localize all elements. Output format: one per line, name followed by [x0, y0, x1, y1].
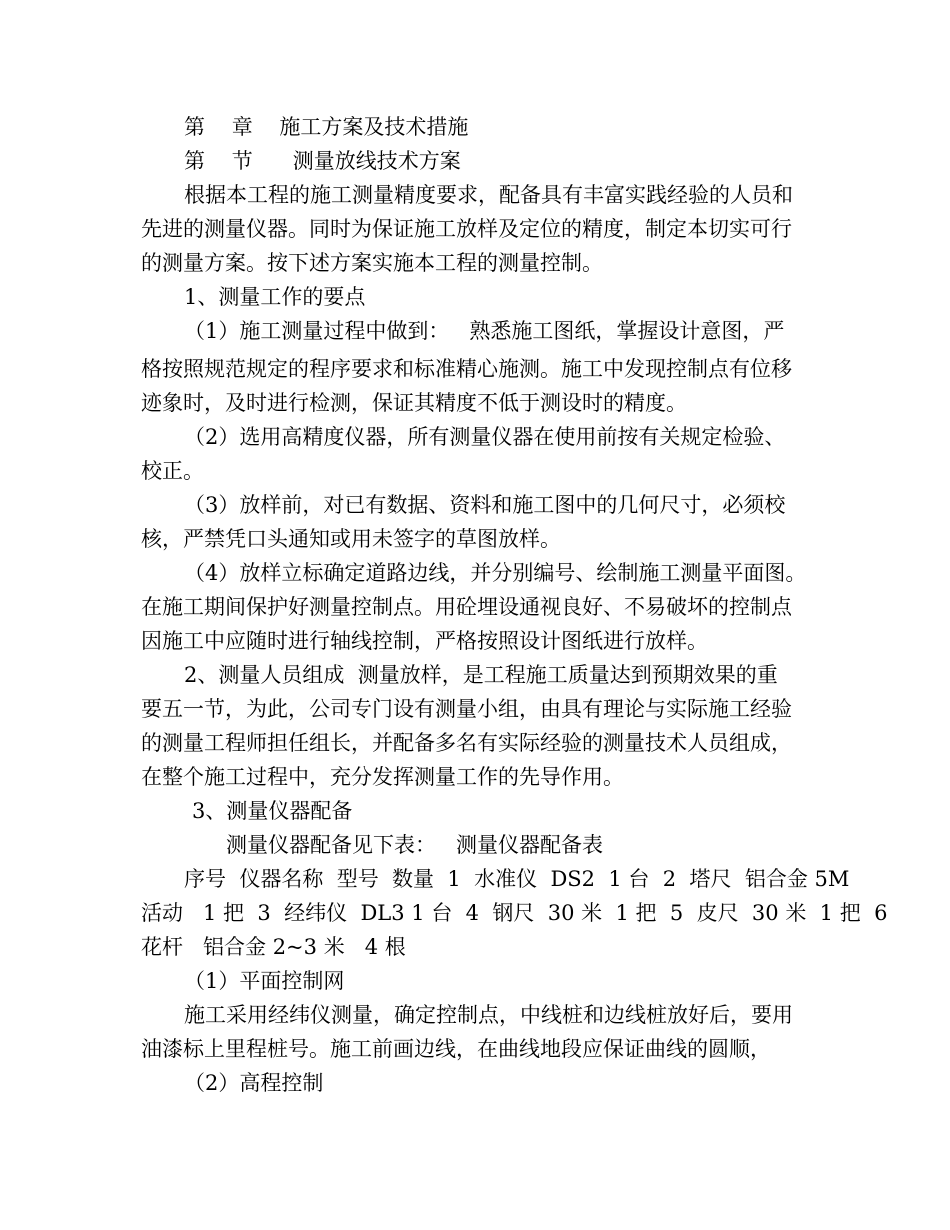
equipment-table-line: 序号 仪器名称 型号 数量 1 水准仪 DS2 1 台 2 塔尺 铝合金 5M — [184, 867, 850, 891]
elevation-control-heading: （2）高程控制 — [184, 1071, 324, 1095]
intro-line: 先进的测量仪器。同时为保证施工放样及定位的精度，制定本切实可行 — [141, 217, 792, 241]
item-1-line: 迹象时，及时进行检测，保证其精度不低于测设时的精度。 — [141, 391, 687, 415]
equipment-table-line: 活动 1 把 3 经纬仪 DL3 1 台 4 钢尺 30 米 1 把 5 皮尺 30 米 1 把 6 — [141, 901, 888, 925]
intro-line: 的测量方案。按下述方案实施本工程的测量控制。 — [141, 251, 603, 275]
equipment-caption: 测量仪器配备见下表： 测量仪器配备表 — [226, 833, 604, 857]
item-4-line: （4）放样立标确定道路边线，并分别编号、绘制施工测量平面图。 — [184, 561, 807, 585]
item-3-line: （3）放样前，对已有数据、资料和施工图中的几何尺寸，必须校 — [184, 493, 786, 517]
section-heading: 第 节 测量放线技术方案 — [184, 149, 461, 173]
item-1-line: 格按照规范规定的程序要求和标准精心施测。施工中发现控制点有位移 — [141, 357, 792, 381]
item-2-line: （2）选用高精度仪器，所有测量仪器在使用前按有关规定检验、 — [184, 425, 786, 449]
staff-paragraph-line: 的测量工程师担任组长，并配备多名有实际经验的测量技术人员组成， — [141, 731, 792, 755]
heading-equipment: 3、测量仪器配备 — [192, 799, 353, 823]
staff-paragraph-line: 2、测量人员组成 测量放样，是工程施工质量达到预期效果的重 — [184, 663, 778, 687]
equipment-table-line: 花杆 铝合金 2~3 米 4 根 — [141, 935, 406, 959]
staff-paragraph-line: 要五一节，为此，公司专门设有测量小组，由具有理论与实际施工经验 — [141, 697, 792, 721]
item-2-line: 校正。 — [141, 459, 204, 483]
plane-control-line: 施工采用经纬仪测量，确定控制点，中线桩和边线桩放好后，要用 — [184, 1003, 793, 1027]
intro-line: 根据本工程的施工测量精度要求，配备具有丰富实践经验的人员和 — [184, 183, 793, 207]
staff-paragraph-line: 在整个施工过程中，充分发挥测量工作的先导作用。 — [141, 765, 624, 789]
plane-control-heading: （1）平面控制网 — [184, 969, 345, 993]
plane-control-line: 油漆标上里程桩号。施工前画边线，在曲线地段应保证曲线的圆顺， — [141, 1037, 771, 1061]
heading-measurement-points: 1、测量工作的要点 — [184, 285, 366, 309]
item-1-line: （1）施工测量过程中做到： 熟悉施工图纸，掌握设计意图，严 — [184, 319, 785, 343]
item-4-line: 在施工期间保护好测量控制点。用砼埋设通视良好、不易破坏的控制点 — [141, 595, 792, 619]
chapter-heading: 第 章 施工方案及技术措施 — [184, 115, 469, 139]
item-4-line: 因施工中应随时进行轴线控制，严格按照设计图纸进行放样。 — [141, 629, 708, 653]
item-3-line: 核，严禁凭口头通知或用未签字的草图放样。 — [141, 527, 561, 551]
